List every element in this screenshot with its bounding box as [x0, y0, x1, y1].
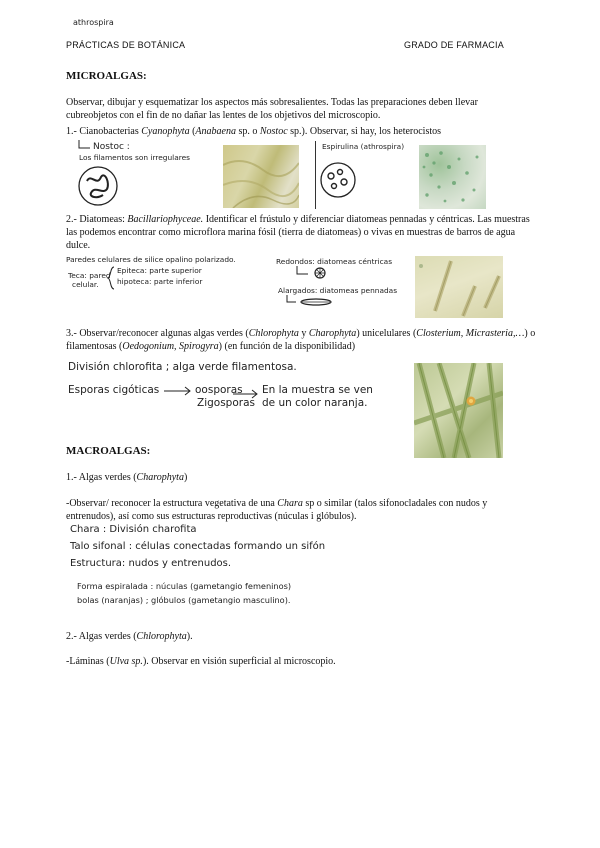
note-epiteca: Epiteca: parte superior — [117, 266, 202, 275]
note-walls: Paredes celulares de silice opalino polarizado. — [66, 255, 236, 264]
note-redondos: Redondos: diatomeas céntricas — [276, 257, 393, 266]
arrow-icon — [77, 140, 91, 152]
note-alargados: Alargados: diatomeas pennadas — [278, 286, 398, 295]
header-right: GRADO DE FARMACIA — [404, 40, 504, 50]
item-ulva-text: -Láminas (Ulva sp.). Observar en visión superficial al microscopio. — [66, 656, 336, 667]
nostoc-drawing — [77, 165, 121, 209]
arrow-icon — [163, 386, 193, 396]
photo-spirulina — [419, 145, 486, 209]
item-algas-verdes: 3.- Observar/reconocer algunas algas verdes (Chlorophyta y Charophyta) unicelulares (Closterium, Micrasteria,…) o filamentosas (Oedogonium, Spirogyra) (en función de la disponibilidad) — [66, 328, 536, 352]
divider-line — [315, 141, 316, 209]
note-muestra-2: de un color naranja. — [262, 397, 368, 409]
header-left: PRÁCTICAS DE BOTÁNICA — [66, 40, 186, 50]
note-chara: Chara : División charofita — [70, 524, 197, 535]
note-oosporas: oosporas — [195, 384, 243, 396]
note-teca-label-2: celular. — [72, 280, 99, 289]
section-title-macroalgas: MACROALGAS: — [66, 445, 151, 457]
arrow-icon — [232, 389, 260, 399]
spirulina-drawing — [318, 160, 358, 200]
section-title-microalgas: MICROALGAS: — [66, 70, 147, 82]
note-nostoc: Nostoc : — [93, 142, 130, 152]
note-muestra-1: En la muestra se ven — [262, 384, 373, 396]
note-estructura: Estructura: nudos y entrenudos. — [70, 558, 232, 569]
note-nostoc-desc: Los filamentos son irregulares — [79, 153, 191, 162]
item-chara-text: -Observar/ reconocer la estructura vegetativa de una Chara sp o similar (talos sifonocladales con nudos y entrenudos), así como sus estructuras reproductivas (núculas i glóbulos). — [66, 498, 488, 522]
note-bolas: bolas (naranjas) ; glóbulos (gametangio masculino). — [77, 595, 291, 605]
note-division-chlorofita: División chlorofita ; alga verde filamentosa. — [68, 361, 297, 373]
item-charophyta-head: 1.- Algas verdes (Charophyta) — [66, 472, 188, 483]
item-diatomeas: 2.- Diatomeas: Bacillariophyceae. Identificar el frústulo y diferenciar diatomeas pennadas y céntricas. Las muestras las podemos encontrar como microflora marina fósil (tierra de diatomeas) o vivas en muestras de barros de agua dulce. — [66, 214, 530, 251]
item-chlorophyta-head: 2.- Algas verdes (Chlorophyta). — [66, 631, 193, 642]
intro-paragraph: Observar, dibujar y esquematizar los aspectos más sobresalientes. Todas las preparaciones deben llevar cubreobjetos con el fin de no dañar las lentes de los objetivos del microscopio. — [66, 97, 478, 121]
brace-icon — [107, 266, 115, 291]
note-talo: Talo sifonal : células conectadas formando un sifón — [70, 541, 326, 552]
item-cianobacterias: 1.- Cianobacterias Cyanophyta (Anabaena sp. o Nostoc sp.). Observar, si hay, los heterocistos — [66, 126, 442, 137]
photo-algas-filamentosas — [414, 363, 503, 458]
photo-anabaena-nostoc — [223, 145, 299, 208]
pennate-diatom-drawing — [286, 295, 336, 307]
note-esporas: Esporas cigóticas — [68, 384, 160, 396]
note-teca-label-1: Teca: pared — [68, 271, 111, 280]
note-hipoteca: hipoteca: parte inferior — [117, 277, 203, 286]
photo-diatomeas — [415, 256, 503, 318]
note-zigosporas: Zigosporas — [197, 397, 255, 409]
note-spirulina: Espirulina (athrospira) — [322, 142, 405, 151]
corner-handwritten-note: athrospira — [73, 18, 114, 27]
centric-diatom-drawing — [296, 266, 332, 280]
note-forma: Forma espiralada : núculas (gametangio femeninos) — [77, 581, 292, 591]
